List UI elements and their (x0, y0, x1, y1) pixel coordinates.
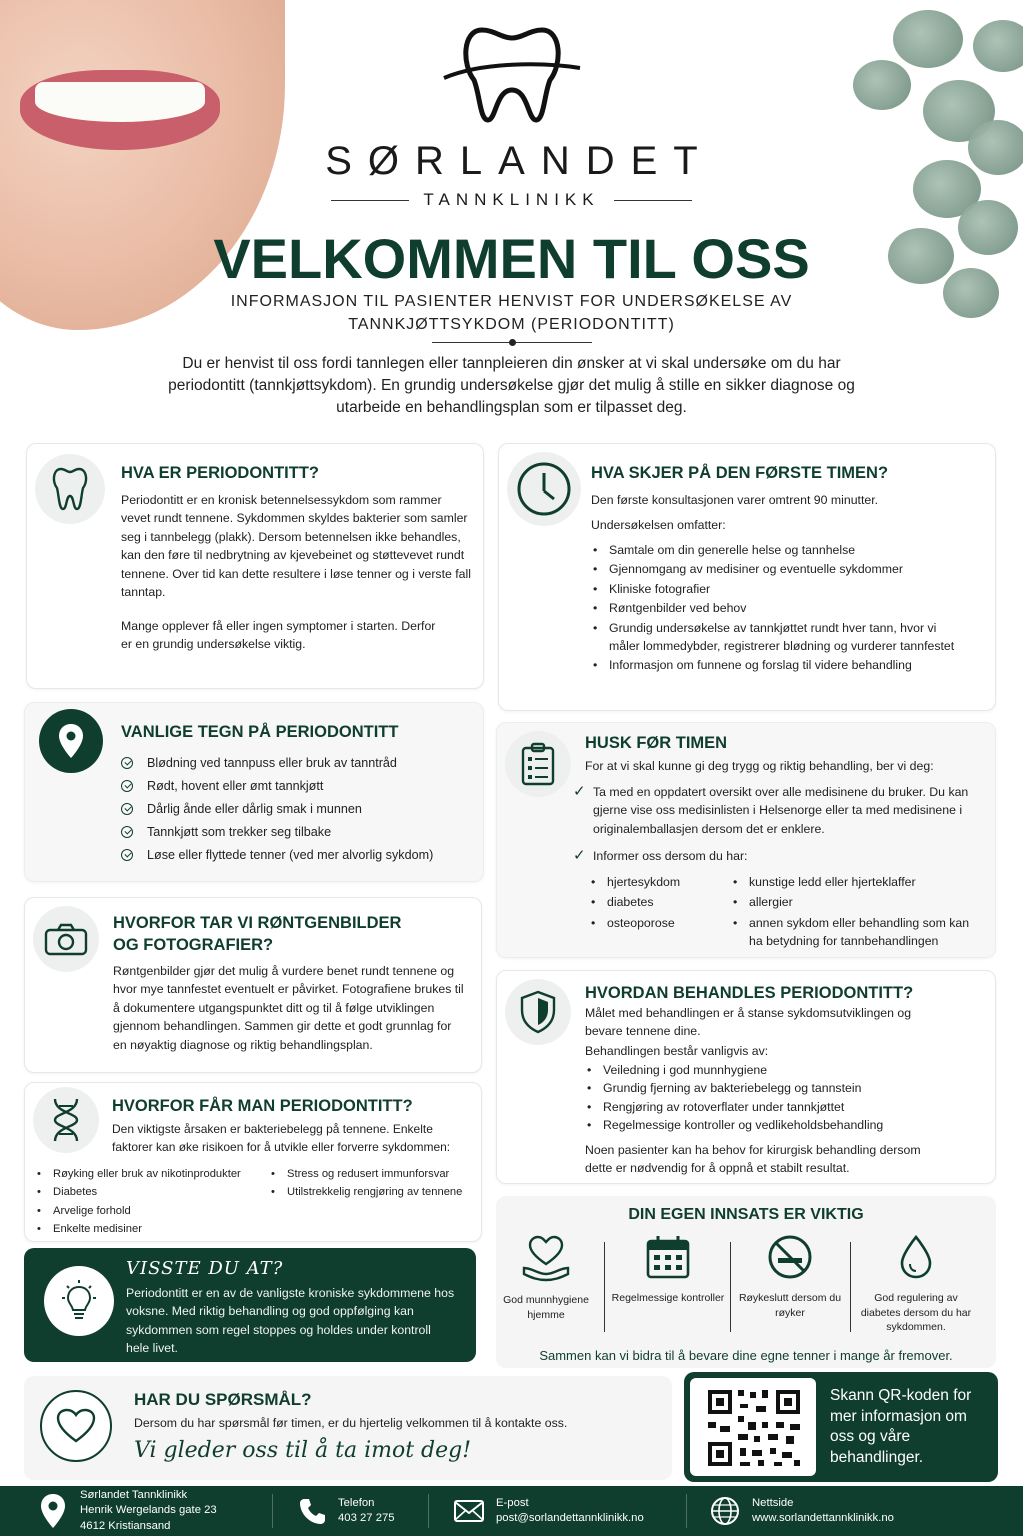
lightbulb-icon (44, 1266, 114, 1336)
remember-check-2: ✓ Informer oss dersom du har: (573, 847, 748, 864)
list-item: • Røyking eller bruk av nikotinprodukter (35, 1165, 265, 1183)
qr-box (684, 1372, 998, 1482)
clipboard-icon (505, 731, 571, 797)
intro-text: Du er henvist til oss fordi tannlegen eller tannpleieren din ønsker at vi skal undersøke om du har periodontitt (tannkjøttsykdom). En grundig undersøkelse gjør det mulig å stille en sikker diagnose og utarbeide en behandlingsplan som er tilpasset deg. (168, 355, 855, 416)
list-item: • Informasjon om funnene og forslag til videre behandling (591, 656, 961, 674)
first-visit-title: HVA SKJER PÅ DEN FØRSTE TIMEN? (591, 464, 889, 482)
questions-title: HAR DU SPØRSMÅL? (134, 1390, 312, 1409)
list-item: • osteoporose (589, 914, 719, 932)
treatment-p3: Noen pasienter kan ha behov for kirurgisk behandling dersom dette er nødvendig for å oppnå et stabilt resultat. (585, 1143, 921, 1176)
questions-script: Vi gleder oss til å ta imot deg! (134, 1438, 472, 1463)
card-xray (24, 897, 482, 1073)
remember-title: HUSK FØR TIMEN (585, 734, 728, 752)
cause-right-list (269, 1165, 479, 1202)
first-visit-list (591, 541, 961, 675)
list-item: • Stress og redusert immunforsvar (269, 1165, 479, 1183)
list-item: • hjertesykdom (589, 873, 719, 891)
cause-body: Den viktigste årsaken er bakteriebelegg på tennene. Enkelte faktorer kan øke risikoen for å utvikle eller forverre sykdommen: (112, 1122, 451, 1154)
camera-icon (33, 906, 99, 972)
brand-name: SØRLANDET (325, 139, 714, 183)
qr-code[interactable] (690, 1378, 816, 1476)
list-item: • Utilstrekkelig rengjøring av tennene (269, 1183, 479, 1201)
tooth-icon (35, 454, 105, 524)
effort-item: God regulering av diabetes dersom du har sykdommen. (856, 1234, 976, 1335)
footer-phone[interactable]: Telefon 403 27 275 (298, 1486, 395, 1536)
globe-icon (710, 1496, 740, 1526)
first-visit-p1: Den første konsultasjonen varer omtrent 90 minutter. (591, 493, 879, 507)
list-item: • allergier (731, 893, 981, 911)
location-pin-icon (40, 1493, 66, 1529)
tooth-logo-icon (442, 20, 582, 128)
footer-web[interactable]: Nettside www.sorlandettannklinikk.no (710, 1486, 894, 1536)
list-item: • Samtale om din generelle helse og tannhelse (591, 541, 961, 559)
envelope-icon (454, 1500, 484, 1522)
teeth-shape (35, 82, 205, 122)
shield-icon (505, 979, 571, 1045)
effort-item: Regelmessige kontroller (608, 1234, 728, 1306)
treatment-p1: Målet med behandlingen er å stanse sykdomsutviklingen og bevare tennene dine. (585, 1006, 912, 1039)
questions-body: Dersom du har spørsmål før timen, er du hjertelig velkommen til å kontakte oss. (134, 1416, 568, 1430)
did-you-know-box (24, 1248, 476, 1362)
remember-intro: For at vi skal kunne gi deg trygg og riktig behandling, ber vi deg: (585, 759, 934, 773)
what-is-p1: Periodontitt er en kronisk betennelsessykdom som rammer vevet rundt tennene. Sykdommen skyldes bakterier som samler seg i tannbelegg (plakk). Dersom betennelsen ikke behandles, kan den føre til nedbrytning av kjevebeinet og støttevevet rundt tennene. Over tid kan dette resultere i løse tenner og i verste fall tanntap. (121, 493, 471, 600)
drop-icon (898, 1234, 934, 1280)
effort-item: Røykeslutt dersom du røyker (730, 1234, 850, 1320)
treatment-title: HVORDAN BEHANDLES PERIODONTITT? (585, 984, 914, 1002)
list-item: • Veiledning i god munnhygiene (585, 1061, 975, 1079)
heart-hand-icon (520, 1234, 572, 1282)
brand-sub: TANNKLINIKK (423, 190, 600, 209)
dna-icon (33, 1087, 99, 1153)
list-item: • Rengjøring av rotoverflater under tannkjøttet (585, 1098, 975, 1116)
effort-title: DIN EGEN INNSATS ER VIKTIG (628, 1206, 864, 1223)
list-item: Blødning ved tannpuss eller bruk av tanntråd (121, 754, 481, 772)
did-you-know-body: Periodontitt er en av de vanligste kroniske sykdommene hos voksne. Med riktig behandling og god oppfølging kan sykdommen som regel stoppes og holdes under kontroll hele livet. (126, 1286, 455, 1356)
effort-box (496, 1196, 996, 1368)
list-item: • Arvelige forhold (35, 1202, 265, 1220)
phone-icon (298, 1497, 326, 1525)
list-item: • Røntgenbilder ved behov (591, 599, 961, 617)
remember-left-list (589, 873, 719, 932)
what-is-title: HVA ER PERIODONTITT? (121, 464, 319, 482)
list-item: • Diabetes (35, 1183, 265, 1201)
signs-list (121, 754, 481, 869)
treatment-p2: Behandlingen består vanligvis av: (585, 1044, 769, 1058)
effort-footer: Sammen kan vi bidra til å bevare dine egne tenner i mange år fremover. (539, 1348, 953, 1363)
xray-body: Røntgenbilder gjør det mulig å vurdere benet rundt tennene og hvor mye tannfestet eventuelt er påvirket. Fotografiene brukes til å dokumentere utgangspunktet ditt og til å følge utviklingen gjennom behandlingen. Sammen gir dette et godt grunnlag for en nøyaktig diagnose og riktig behandlingsplan. (113, 964, 464, 1052)
card-signs (24, 702, 484, 882)
list-item: • diabetes (589, 893, 719, 911)
list-item: • kunstige ledd eller hjerteklaffer (731, 873, 981, 891)
xray-title: HVORFOR TAR VI RØNTGENBILDER OG FOTOGRAFIER? (113, 914, 402, 954)
list-item: Tannkjøtt som trekker seg tilbake (121, 823, 481, 841)
effort-item: God munnhygiene hjemme (486, 1234, 606, 1322)
clock-icon (507, 452, 581, 526)
questions-box (24, 1376, 672, 1480)
card-first-visit (498, 443, 996, 711)
list-item: • Enkelte medisiner (35, 1220, 265, 1238)
page-title: VELKOMMEN TIL OSS (213, 227, 810, 290)
footer-address: Sørlandet Tannklinikk Henrik Wergelands gate 23 4612 Kristiansand (40, 1486, 217, 1536)
what-is-p2: Mange opplever få eller ingen symptomer i starten. Derfor er en grundig undersøkelse viktig. (121, 619, 436, 652)
list-item: • Grundig fjerning av bakteriebelegg og tannstein (585, 1079, 975, 1097)
list-item: • Kliniske fotografier (591, 580, 961, 598)
cause-left-list (35, 1165, 265, 1239)
card-treatment (496, 970, 996, 1184)
footer-email[interactable]: E-post post@sorlandettannklinikk.no (454, 1486, 644, 1536)
remember-check-1: ✓ Ta med en oppdatert oversikt over alle medisinene du bruker. Du kan gjerne vise oss medisinlisten i Helsenorge eller ta med medisinene i originalemballasjen dersom det er enklere. (573, 783, 969, 836)
list-item: Rødt, hovent eller ømt tannkjøtt (121, 777, 481, 795)
heart-icon (40, 1390, 112, 1462)
qr-text: Skann QR-koden for mer informasjon om oss og våre behandlinger. (830, 1387, 972, 1466)
calendar-icon (645, 1234, 691, 1280)
footer (0, 1486, 1023, 1536)
no-smoking-icon (767, 1234, 813, 1280)
did-you-know-title: VISSTE DU AT? (126, 1258, 284, 1279)
cause-title: HVORFOR FÅR MAN PERIODONTITT? (112, 1097, 413, 1115)
card-remember (496, 722, 996, 958)
list-item: Løse eller flyttede tenner (ved mer alvorlig sykdom) (121, 846, 481, 864)
card-what-is (26, 443, 484, 689)
remember-right-list (731, 873, 981, 951)
card-cause (24, 1082, 482, 1242)
list-item: Dårlig ånde eller dårlig smak i munnen (121, 800, 481, 818)
clinic-logo (300, 20, 723, 210)
page-subtitle: INFORMASJON TIL PASIENTER HENVIST FOR UNDERSØKELSE AV TANNKJØTTSYKDOM (PERIODONTITT) (230, 293, 793, 333)
list-item: • Grundig undersøkelse av tannkjøttet rundt hver tann, hvor vi måler lommedybder, registrerer blødning og vurderer tannfestet (591, 619, 961, 656)
check-icon: ✓ (573, 783, 586, 800)
list-item: • annen sykdom eller behandling som kan ha betydning for tannbehandlingen (731, 914, 981, 951)
list-item: • Regelmessige kontroller og vedlikeholdsbehandling (585, 1116, 975, 1134)
treatment-list (585, 1061, 975, 1135)
list-item: • Gjennomgang av medisiner og eventuelle sykdommer (591, 560, 961, 578)
divider-dot (509, 339, 516, 346)
first-visit-p2: Undersøkelsen omfatter: (591, 518, 726, 532)
signs-title: VANLIGE TEGN PÅ PERIODONTITT (121, 723, 399, 741)
location-pin-icon (39, 709, 103, 773)
check-icon: ✓ (573, 847, 586, 864)
